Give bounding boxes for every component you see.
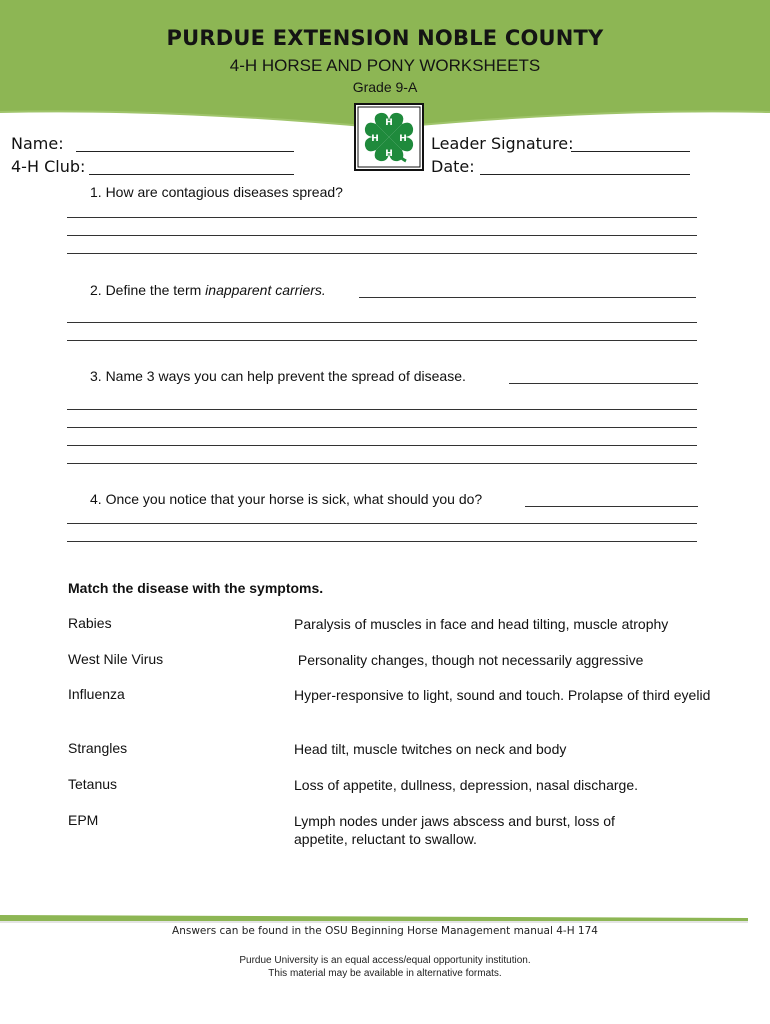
symptom-3: Hyper-responsive to light, sound and touch. Prolapse of third eyelid: [294, 687, 711, 703]
symptom-4: Head tilt, muscle twitches on neck and body: [294, 741, 567, 757]
leader-signature-line[interactable]: [571, 151, 690, 152]
leader-signature-label: Leader Signature:: [431, 134, 574, 153]
disease-epm: EPM: [68, 812, 99, 828]
match-section-title: Match the disease with the symptoms.: [68, 580, 324, 596]
footer-divider: [0, 913, 748, 923]
question-3: 3. Name 3 ways you can help prevent the spread of disease.: [90, 368, 466, 384]
question-4: 4. Once you notice that your horse is sick, what should you do?: [90, 491, 483, 507]
date-line[interactable]: [480, 174, 690, 175]
answer-line[interactable]: [67, 463, 697, 464]
answer-line[interactable]: [67, 217, 697, 218]
page-subtitle: 4-H HORSE AND PONY WORKSHEETS: [229, 56, 541, 75]
club-label: 4-H Club:: [11, 157, 86, 176]
question-2-prefix: 2. Define the term: [90, 282, 206, 298]
symptom-5: Loss of appetite, dullness, depression, nasal discharge.: [294, 777, 638, 793]
grade-label: Grade 9-A: [352, 79, 418, 95]
disease-west-nile-virus: West Nile Virus: [68, 651, 164, 667]
answer-line[interactable]: [67, 427, 697, 428]
symptom-2: Personality changes, though not necessarily aggressive: [294, 652, 644, 668]
answer-line[interactable]: [67, 541, 697, 542]
disease-rabies: Rabies: [68, 615, 112, 631]
disease-tetanus: Tetanus: [68, 776, 118, 792]
logo-letter-top: H: [385, 118, 393, 128]
four-h-clover-icon: [354, 103, 424, 171]
question-1: 1. How are contagious diseases spread?: [90, 184, 343, 200]
answer-line[interactable]: [67, 409, 697, 410]
answer-line[interactable]: [67, 253, 697, 254]
question-2: [90, 282, 326, 298]
eo-line-2: This material may be available in alternative formats.: [268, 968, 502, 979]
logo-letter-left: H: [371, 134, 379, 144]
answer-line[interactable]: [67, 340, 697, 341]
disease-strangles: Strangles: [68, 740, 128, 756]
question-2-term: inapparent carriers.: [205, 282, 326, 298]
logo-letter-right: H: [399, 134, 407, 144]
disease-influenza: Influenza: [68, 686, 125, 702]
answer-line[interactable]: [525, 506, 698, 507]
date-label: Date:: [431, 157, 475, 176]
eo-line-1: Purdue University is an equal access/equal opportunity institution.: [239, 955, 531, 966]
answer-line[interactable]: [67, 445, 697, 446]
answer-line[interactable]: [509, 383, 698, 384]
logo-letter-bottom: H: [385, 149, 393, 159]
name-label: Name:: [11, 134, 64, 153]
page-title: PURDUE EXTENSION NOBLE COUNTY: [166, 26, 604, 50]
symptom-1: Paralysis of muscles in face and head tilting, muscle atrophy: [294, 616, 669, 632]
answer-line[interactable]: [67, 523, 697, 524]
answer-line[interactable]: [67, 322, 697, 323]
equal-opportunity-statement: [0, 954, 770, 980]
name-line[interactable]: [76, 151, 294, 152]
answer-line[interactable]: [359, 297, 696, 298]
club-line[interactable]: [89, 174, 294, 175]
symptom-6: Lymph nodes under jaws abscess and burst, loss of appetite, reluctant to swallow.: [294, 813, 615, 847]
answer-line[interactable]: [67, 235, 697, 236]
answers-note: Answers can be found in the OSU Beginning Horse Management manual 4-H 174: [172, 925, 598, 937]
